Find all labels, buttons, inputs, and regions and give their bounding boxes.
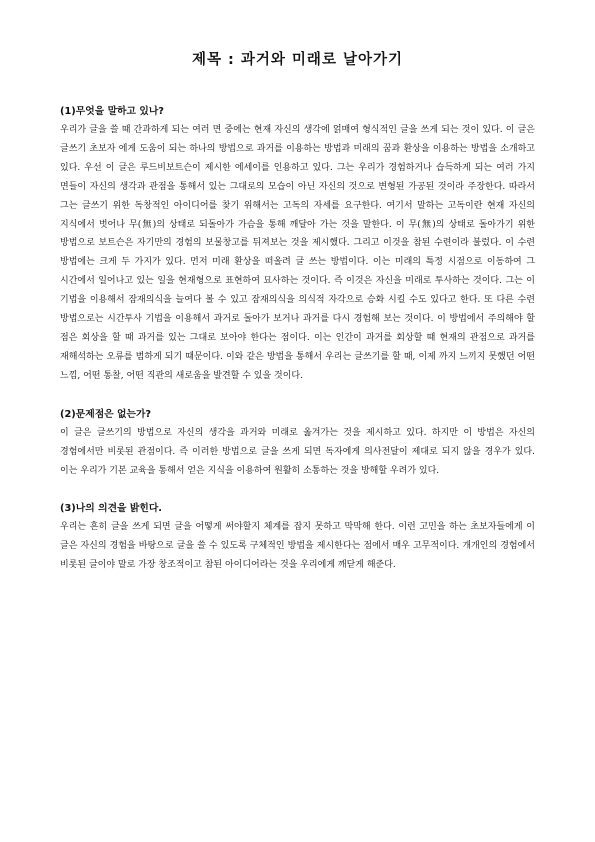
section-heading: (1)무엇을 말하고 있나? xyxy=(60,106,164,117)
section-problems xyxy=(60,406,535,481)
section-what-is-said xyxy=(60,103,535,386)
section-heading: (3)나의 의견을 밝힌다. xyxy=(60,503,163,515)
document-title: 제목 : 과거와 미래로 날아가기 xyxy=(191,52,404,68)
section-body: 이 글은 글쓰기의 방법으로 자신의 생각을 과거와 미래로 옮겨가는 것을 제시하고 있다. 하지만 이 방법은 자신의 경험에서만 비롯된 관점이다. 즉 이러한 방법으로 글을 쓰게 되면 독자에게 의사전달이 제대로 되지 않을 경우가 있다. 이는 우리가 기본 교육을 통해서 얻은 지식을 이용하여 원활히 소통하는 것을 방해할 우려가 있다. xyxy=(60,427,535,476)
section-body: 우리가 글을 쓸 때 간과하게 되는 여러 면 중에는 현재 자신의 생각에 얽매여 형식적인 글을 쓰게 되는 것이 있다. 이 글은 글쓰기 초보자 에게 도움이 되는 하나의 방법으로 과거를 이용하는 방법과 미래의 꿈과 환상을 이용하는 방법을 소개하고 있다. 우선 이 글은 루드비보트슨이 제시한 에세이를 인용하고 있다. 그는 우리가 경험하거나 습득하게 되는 여러 가지 면들이 자신의 생각과 관점을 통해서 있는 그대로의 모습이 아닌 자신의 것으로 변형된 가공된 것이라 주장한다. 따라서 그는 글쓰기 위한 독창적인 아이디어를 찾기 위해서는 고독의 자세를 요구한다. 여기서 말하는 고독이란 현재 자신의 지식에서 벗어나 무(無)의 상태로 되돌아가 가슴을 통해 깨달아 가는 것을 말한다. 이 무(無)의 상태로 돌아가기 위한 방법으로 보트슨은 자기만의 경험의 보물창고를 뒤져보는 것을 제시했다. 그리고 이것을 참된 수련이라 불렀다. 이 수련 방법에는 크게 두 가지가 있다. 먼저 미래 환상을 떠올려 글 쓰는 방법이다. 이는 미래의 특정 시점으로 이동하여 그 시간에서 일어나고 있는 일을 현재형으로 표현하여 묘사하는 것이다. 즉 이것은 자신을 미래로 투사하는 것이다. 그는 이 기법을 이용해서 잠재의식을 늘여다 볼 수 있고 잠재의식을 의식적 자각으로 승화 시킬 수도 있다고 한다. 또 다른 수련 방법으로는 시간투사 기법을 이용해서 과거로 돌아가 보거나 과거를 다시 경험해 보는 것이다. 이 방법에서 주의해야 할 점은 회상을 할 때 과거를 있는 그대로 보아야 한다는 점이다. 이는 인간이 과거를 회상할 때 현재의 관점으로 과거를 재해석하는 오류를 범하게 되기 때문이다. 이와 같은 방법을 통해서 우리는 글쓰기를 할 때, 이제 까지 느끼지 못했던 어떤 느낌, 어떤 통찰, 어떤 직관의 새로움을 발견할 수 있을 것이다. xyxy=(60,125,535,381)
section-body: 우리는 흔히 글을 쓰게 되면 글을 어떻게 써야할지 체계를 잡지 못하고 막막해 한다. 이런 고민을 하는 초보자들에게 이 글은 자신의 경험을 바탕으로 글을 쓸 수 있도록 구체적인 방법을 제시한다는 점에서 매우 고무적이다. 개개인의 경험에서 비롯된 글이야 말로 가장 창조적이고 참된 아이디어라는 것을 우리에게 깨닫게 해준다. xyxy=(60,522,535,571)
section-my-opinion xyxy=(60,500,535,575)
section-heading: (2)문제점은 없는가? xyxy=(60,408,152,420)
